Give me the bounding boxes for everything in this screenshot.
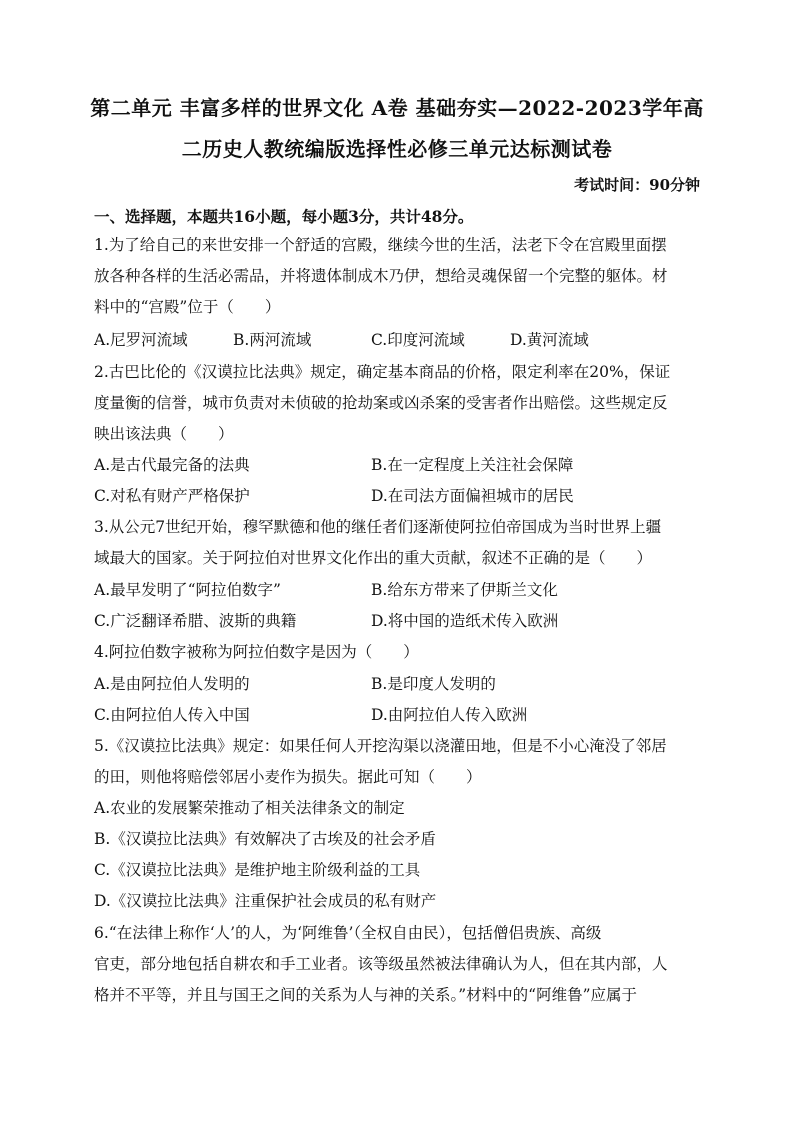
question-6-line-1: 6.“在法律上称作‘人’的人，为‘阿维鲁’（全权自由民），包括僧侣贵族、高级	[94, 924, 602, 942]
question-1-line-1: 1.为了给自己的来世安排一个舒适的宫殿，继续今世的生活，法老下令在宫殿里面摆	[94, 236, 667, 254]
section-heading: 一、选择题，本题共16小题，每小题3分，共计48分。	[94, 207, 474, 226]
question-3-option-c: C.广泛翻译希腊、波斯的典籍	[94, 612, 297, 630]
question-1-line-3: 料中的“宫殿”位于（ ）	[94, 298, 281, 316]
question-2-option-a: A.是古代最完备的法典	[94, 456, 250, 474]
question-5-line-1: 5.《汉谟拉比法典》规定：如果任何人开挖沟渠以浇灌田地，但是不小心淹没了邻居	[94, 737, 667, 755]
question-2-line-3: 映出该法典（ ）	[94, 425, 234, 443]
question-5-option-a: A.农业的发展繁荣推动了相关法律条文的制定	[94, 799, 405, 817]
question-1-option-b: B.两河流域	[233, 331, 312, 349]
question-1-option-d: D.黄河流域	[510, 331, 589, 349]
question-3-option-d: D.将中国的造纸术传入欧洲	[371, 612, 559, 630]
question-6-line-3: 格并不平等，并且与国王之间的关系为人与神的关系。”材料中的“阿维鲁”应属于	[94, 986, 638, 1004]
question-3-option-a: A.最早发明了“阿拉伯数字”	[94, 581, 281, 599]
question-4-option-a: A.是由阿拉伯人发明的	[94, 675, 250, 693]
question-2-option-b: B.在一定程度上关注社会保障	[371, 456, 574, 474]
question-2-option-d: D.在司法方面偏袒城市的居民	[371, 487, 574, 505]
question-4-option-d: D.由阿拉伯人传入欧洲	[371, 706, 528, 724]
question-5-option-c: C.《汉谟拉比法典》是维护地主阶级利益的工具	[94, 861, 421, 879]
question-1-line-2: 放各种各样的生活必需品，并将遗体制成木乃伊，想给灵魂保留一个完整的躯体。材	[94, 267, 668, 285]
question-2-line-2: 度量衡的信誉，城市负责对未侦破的抢劫案或凶杀案的受害者作出赔偿。这些规定反	[94, 394, 668, 412]
question-5-option-d: D.《汉谟拉比法典》注重保护社会成员的私有财产	[94, 892, 437, 910]
question-3-option-b: B.给东方带来了伊斯兰文化	[371, 581, 558, 599]
question-1-option-c: C.印度河流域	[371, 331, 465, 349]
question-2-line-1: 2.古巴比伦的《汉谟拉比法典》规定，确定基本商品的价格，限定利率在20%，保证	[94, 363, 671, 381]
question-5-line-2: 的田，则他将赔偿邻居小麦作为损失。据此可知（ ）	[94, 768, 482, 786]
question-4-option-c: C.由阿拉伯人传入中国	[94, 706, 250, 724]
question-4-line-1: 4.阿拉伯数字被称为阿拉伯数字是因为（ ）	[94, 643, 419, 661]
title-line-1: 第二单元 丰富多样的世界文化 A卷 基础夯实—2022-2023学年高	[90, 96, 704, 120]
question-2-option-c: C.对私有财产严格保护	[94, 487, 250, 505]
title-line-2: 二历史人教统编版选择性必修三单元达标测试卷	[181, 137, 613, 161]
question-5-option-b: B.《汉谟拉比法典》有效解决了古埃及的社会矛盾	[94, 830, 436, 848]
question-1-option-a: A.尼罗河流域	[94, 331, 188, 349]
question-3-line-1: 3.从公元7世纪开始，穆罕默德和他的继任者们逐渐使阿拉伯帝国成为当时世界上疆	[94, 518, 662, 536]
question-4-option-b: B.是印度人发明的	[371, 675, 496, 693]
question-3-line-2: 域最大的国家。关于阿拉伯对世界文化作出的重大贡献，叙述不正确的是（ ）	[94, 549, 653, 567]
question-6-line-2: 官吏，部分地包括自耕农和手工业者。该等级虽然被法律确认为人，但在其内部，人	[94, 955, 668, 973]
exam-time: 考试时间：90分钟	[574, 176, 700, 194]
